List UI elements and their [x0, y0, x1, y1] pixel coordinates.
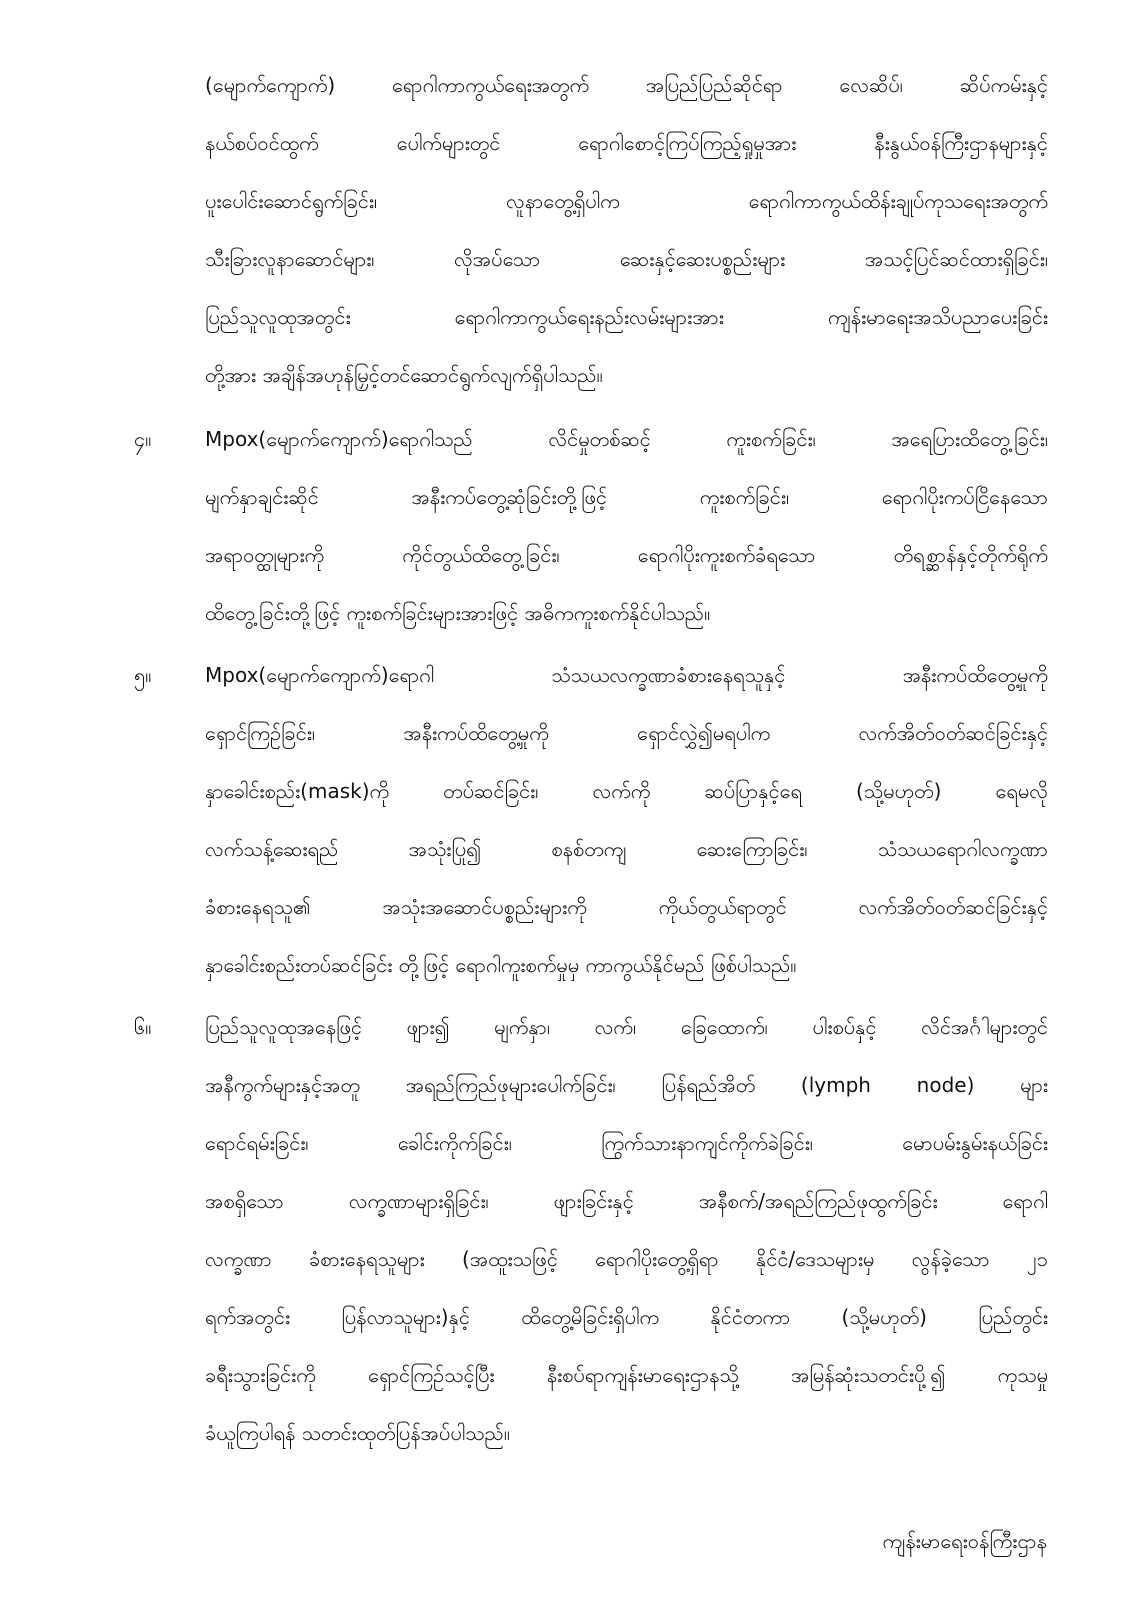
paragraph-line: ခရီးသွားခြင်းကို ရှောင်ကြဉ်သင့်ပြီး နီးစပ်ရာကျန်းမာရေးဌာနသို့ အမြန်ဆုံးသတင်းပို့၍ ကုသမှု [205, 1363, 1048, 1387]
paragraph-line: တို့အား အချိန်အဟုန်မြှင့်တင်ဆောင်ရွက်လျက်ရှိပါသည်။ [205, 363, 603, 387]
paragraph-line: Mpox(မျောက်ကျောက်)ရောဂါသည် လိင်မှုတစ်ဆင့် ကူးစက်ခြင်း၊ အရေပြားထိတွေ့ခြင်း၊ [205, 427, 1048, 451]
paragraph-line: နှာခေါင်းစည်းတပ်ဆင်ခြင်း တို့ဖြင့် ရောဂါကူးစက်မှုမှ ကာကွယ်နိုင်မည် ဖြစ်ပါသည်။ [205, 953, 797, 977]
paragraph-line: ပြည်သူလူထုအတွင်း ရောဂါကာကွယ်ရေးနည်းလမ်းများအား ကျန်းမာရေးအသိပညာပေးခြင်း [205, 305, 1048, 329]
paragraph-line: အနီကွက်များနှင့်အတူ အရည်ကြည်ဖုများပေါက်ခြင်း၊ ပြန်ရည်အိတ် (lymph node) များ [205, 1073, 1048, 1097]
paragraph-line: သီးခြားလူနာဆောင်များ၊ လိုအပ်သော ဆေးနှင့်ဆေးပစ္စည်းများ အသင့်ပြင်ဆင်ထားရှိခြင်း၊ [205, 247, 1048, 271]
paragraph-line: ရှောင်ကြဉ်ခြင်း၊ အနီးကပ်ထိတွေ့မှုကို ရှောင်လွှဲ၍မရပါက လက်အိတ်ဝတ်ဆင်ခြင်းနှင့် [205, 721, 1048, 745]
paragraph-line: လက်သန့်ဆေးရည် အသုံးပြု၍ စနစ်တကျ ဆေးကြောခြင်း၊ သံသယရောဂါလက္ခဏာ [205, 837, 1048, 861]
item-number: ၆။ [134, 1015, 152, 1039]
paragraph-line: ပြည်သူလူထုအနေဖြင့် ဖျား၍ မျက်နှာ၊ လက်၊ ခြေထောက်၊ ပါးစပ်နှင့် လိင်အင်္ဂါများတွင် [205, 1015, 1048, 1039]
paragraph-line: မျက်နှာချင်းဆိုင် အနီးကပ်တွေ့ဆုံခြင်းတို့ဖြင့် ကူးစက်ခြင်း၊ ရောဂါပိုးကပ်ငြိနေသော [205, 485, 1048, 509]
paragraph-line: ပူးပေါင်းဆောင်ရွက်ခြင်း၊ လူနာတွေ့ရှိပါက ရောဂါကာကွယ်ထိန်းချုပ်ကုသရေးအတွက် [205, 189, 1048, 213]
paragraph-line: ရောင်ရမ်းခြင်း၊ ခေါင်းကိုက်ခြင်း၊ ကြွက်သားနာကျင်ကိုက်ခဲခြင်း၊ မောပမ်းနွမ်းနယ်ခြင်း [205, 1131, 1048, 1155]
paragraph-line: ခံယူကြပါရန် သတင်းထုတ်ပြန်အပ်ပါသည်။ [205, 1421, 510, 1445]
paragraph-line: အရာဝတ္ထုများကို ကိုင်တွယ်ထိတွေ့ခြင်း၊ ရောဂါပိုးကူးစက်ခံရသော တိရစ္ဆာန်နှင့်တိုက်ရိုက် [205, 543, 1048, 567]
paragraph-line: ထိတွေ့ခြင်းတို့ဖြင့် ကူးစက်ခြင်းများအားဖြင့် အဓိကကူးစက်နိုင်ပါသည်။ [205, 601, 711, 625]
paragraph-line: ရက်အတွင်း ပြန်လာသူများ)နှင့် ထိတွေ့မိခြင်းရှိပါက နိုင်ငံတကာ (သို့မဟုတ်) ပြည်တွင်း [205, 1305, 1048, 1329]
paragraph-line: Mpox(မျောက်ကျောက်)ရောဂါ သံသယလက္ခဏာခံစားနေရသူနှင့် အနီးကပ်ထိတွေ့မှုကို [205, 663, 1048, 687]
paragraph-line: အစရှိသော လက္ခဏာများရှိခြင်း၊ ဖျားခြင်းနှင့် အနီစက်/အရည်ကြည်ဖုထွက်ခြင်း ရောဂါ [205, 1189, 1048, 1213]
paragraph-line: နှာခေါင်းစည်း(mask)ကို တပ်ဆင်ခြင်း၊ လက်ကို ဆပ်ပြာနှင့်ရေ (သို့မဟုတ်) ရေမလို [205, 779, 1048, 803]
item-number: ၄။ [134, 427, 152, 451]
paragraph-line: နယ်စပ်ဝင်ထွက် ပေါက်များတွင် ရောဂါစောင့်ကြပ်ကြည့်ရှုမှုအား နီးနွယ်ဝန်ကြီးဌာနများနှင့် [205, 131, 1048, 155]
paragraph-line: လက္ခဏာ ခံစားနေရသူများ (အထူးသဖြင့် ရောဂါပိုးတွေ့ရှိရာ နိုင်ငံ/ဒေသများမှ လွန်ခဲ့သော ၂၁ [205, 1247, 1048, 1271]
paragraph-line: ခံစားနေရသူ၏ အသုံးအဆောင်ပစ္စည်းများကို ကိုယ်တွယ်ရာတွင် လက်အိတ်ဝတ်ဆင်ခြင်းနှင့် [205, 895, 1048, 919]
ministry-signature: ကျန်းမာရေးဝန်ကြီးဌာန [882, 1529, 1047, 1553]
paragraph-line: (မျောက်ကျောက်) ရောဂါကာကွယ်ရေးအတွက် အပြည်ပြည်ဆိုင်ရာ လေဆိပ်၊ ဆိပ်ကမ်းနှင့် [205, 73, 1048, 97]
item-number: ၅။ [134, 663, 152, 687]
